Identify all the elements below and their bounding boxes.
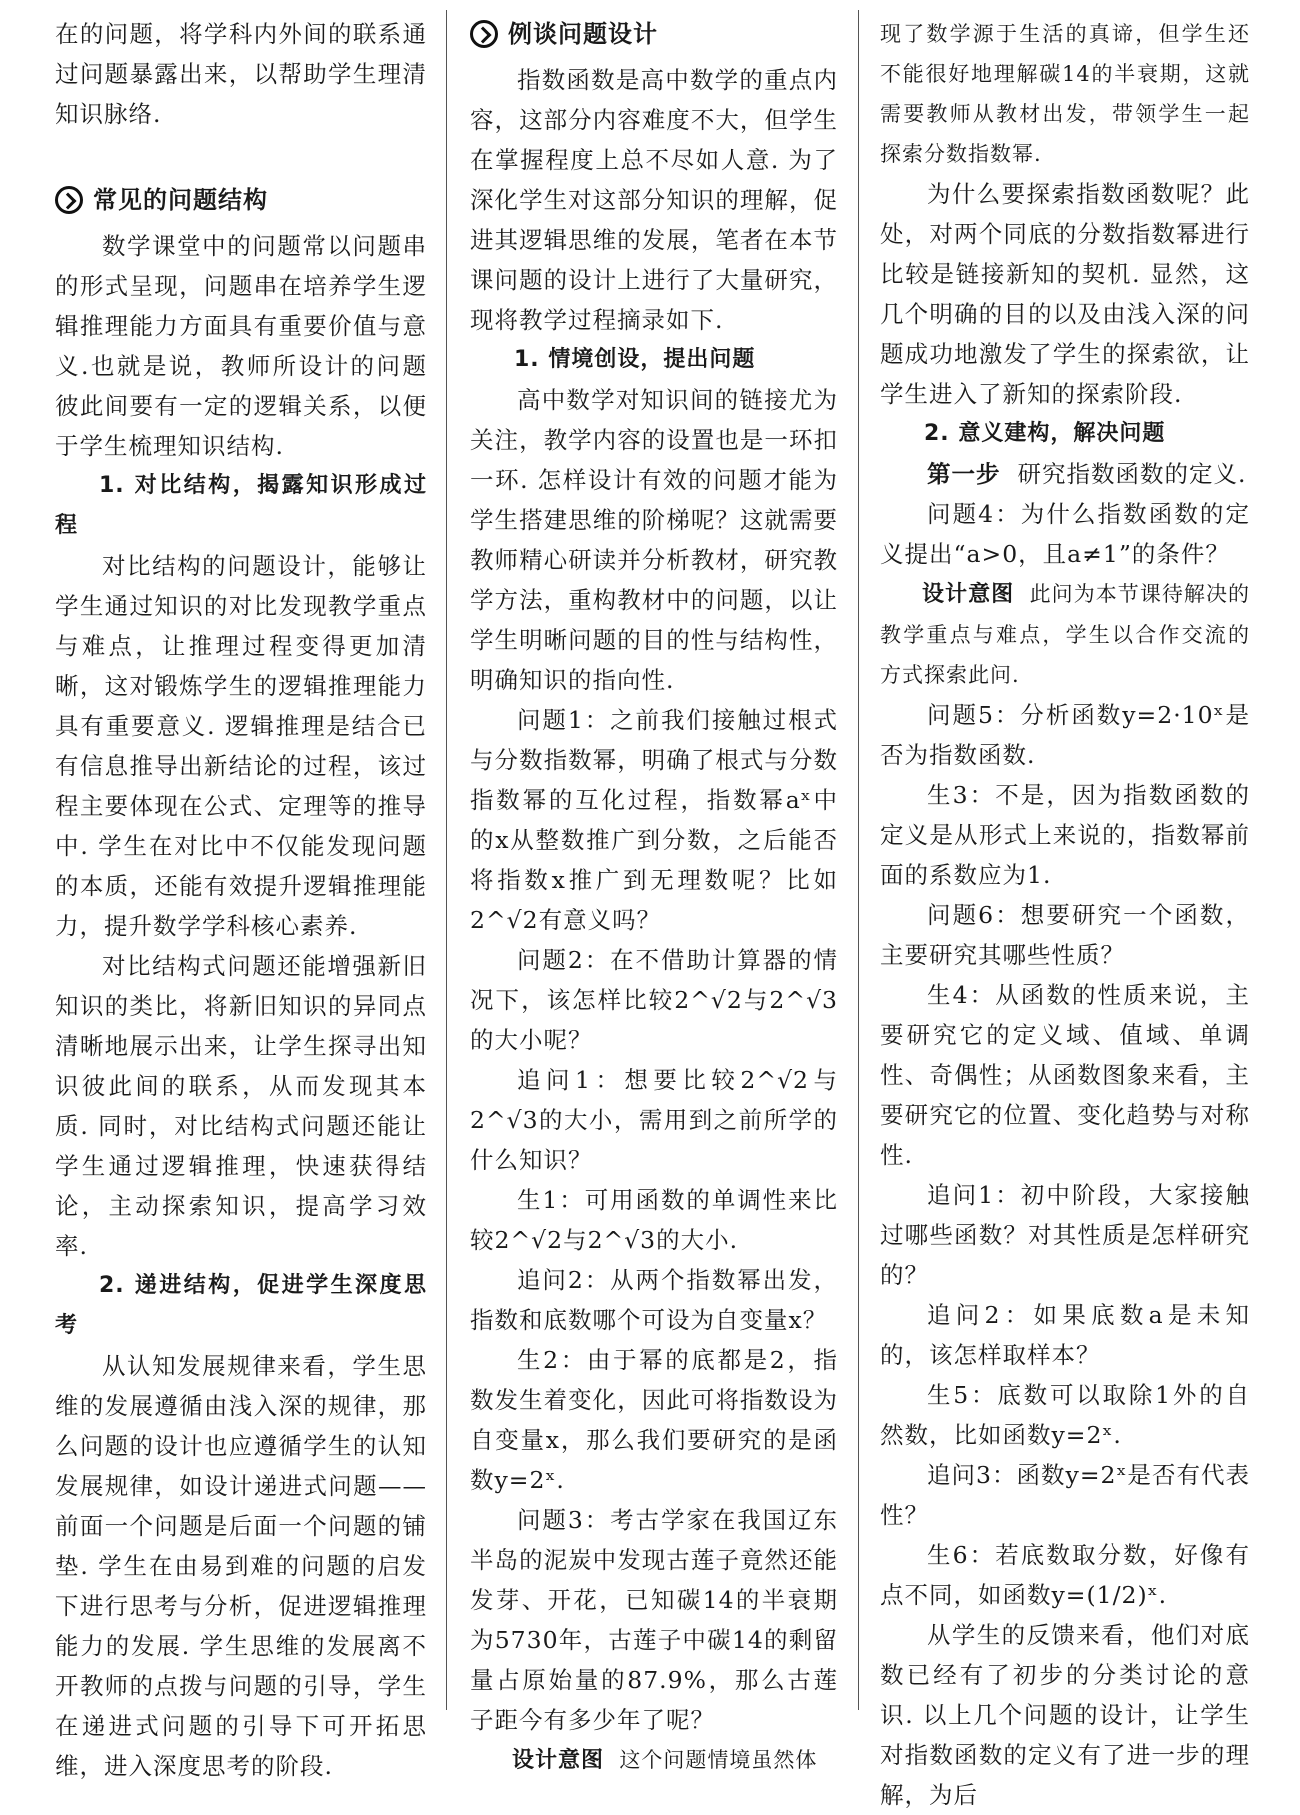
- question-1: 问题1：之前我们接触过根式与分数指数幂，明确了根式与分数指数幂的互化过程，指数幂aˣ中的x从整数推广到分数，之后能否将指数x推广到无理数呢？比如2^√2有意义吗？: [470, 706, 838, 934]
- step-label: 第一步: [927, 460, 1001, 488]
- section-heading-common-structure: [55, 180, 427, 220]
- student-3: 生3：不是，因为指数函数的定义是从形式上来说的，指数幂前面的系数应为1.: [880, 781, 1250, 889]
- student-4: 生4：从函数的性质来说，主要研究它的定义域、值域、单调性、奇偶性；从函数图象来看，主要研究它的位置、变化趋势与对称性.: [880, 981, 1250, 1169]
- section-title: 例谈问题设计: [508, 20, 658, 48]
- question-5: 问题5：分析函数y=2·10ˣ是否为指数函数.: [880, 701, 1250, 769]
- question-3: 问题3：考古学家在我国辽东半岛的泥炭中发现古莲子竟然还能发芽、开花，已知碳14的半衰期为5730年，古莲子中碳14的剩留量占原始量的87.9%，那么古莲子距今有多少年了呢？: [470, 1506, 838, 1734]
- section-arrow-icon: [470, 20, 498, 48]
- followup-2: 追问2：从两个指数幂出发，指数和底数哪个可设为自变量x？: [470, 1266, 838, 1334]
- student-6: 生6：若底数取分数，好像有点不同，如函数y=(1/2)ˣ.: [880, 1541, 1250, 1609]
- column-divider-2: [858, 10, 859, 1710]
- design-label: 设计意图: [512, 1748, 605, 1773]
- column-2: [470, 14, 838, 1773]
- paragraph: 数学课堂中的问题常以问题串的形式呈现，问题串在培养学生逻辑推理能力方面具有重要价值与意义.也就是说，教师所设计的问题彼此间要有一定的逻辑关系，以便于学生梳理知识结构.: [55, 232, 427, 460]
- paragraph: 对比结构式问题还能增强新旧知识的类比，将新旧知识的异同点清晰地展示出来，让学生探寻出知识彼此间的联系，从而发现其本质. 同时，对比结构式问题还能让学生通过逻辑推理，快速获得结论，主动探索知识，提高学习效率.: [55, 952, 427, 1260]
- design-continued: 现了数学源于生活的真谛，但学生还不能很好地理解碳14的半衰期，这就需要教师从教材出发，带领学生一起探索分数指数幂.: [880, 22, 1250, 166]
- followup-2: 追问2：如果底数a是未知的，该怎样取样本？: [880, 1301, 1250, 1369]
- intro-paragraph: 在的问题，将学科内外间的联系通过问题暴露出来，以帮助学生理清知识脉络.: [55, 20, 427, 128]
- design-intent: [470, 1740, 838, 1781]
- followup-3: 追问3：函数y=2ˣ是否有代表性？: [880, 1461, 1250, 1529]
- paragraph: 对比结构的问题设计，能够让学生通过知识的对比发现教学重点与难点，让推理过程变得更加清晰，这对锻炼学生的逻辑推理能力具有重要意义. 逻辑推理是结合已有信息推导出新结论的过程，该过程主要体现在公式、定理等的推导中. 学生在对比中不仅能发现问题的本质，还能有效提升逻辑推理能力，提升数学学科核心素养.: [55, 552, 427, 940]
- student-5: 生5：底数可以取除1外的自然数，比如函数y=2ˣ.: [880, 1381, 1250, 1449]
- design-text: 此问为本节课待解决的教学重点与难点，学生以合作交流的方式探索此问.: [880, 582, 1250, 687]
- step-1: [880, 454, 1250, 494]
- paragraph: 从学生的反馈来看，他们对底数已经有了初步的分类讨论的意识. 以上几个问题的设计，让学生对指数函数的定义有了进一步的理解，为后: [880, 1621, 1250, 1809]
- student-1: 生1：可用函数的单调性来比较2^√2与2^√3的大小.: [470, 1186, 838, 1254]
- paragraph: 为什么要探索指数函数呢？此处，对两个同底的分数指数幂进行比较是链接新知的契机. 显然，这几个明确的目的以及由浅入深的问题成功地激发了学生的探索欲，让学生进入了新知的探索阶段.: [880, 180, 1250, 408]
- paragraph: 指数函数是高中数学的重点内容，这部分内容难度不大，但学生在掌握程度上总不尽如人意. 为了深化学生对这部分知识的理解，促进其逻辑思维的发展，笔者在本节课问题的设计上进行了大量研究，现将教学过程摘录如下.: [470, 66, 838, 334]
- question-2: 问题2：在不借助计算器的情况下，该怎样比较2^√2与2^√3的大小呢？: [470, 946, 838, 1054]
- section-heading-examples: [470, 14, 838, 54]
- section-arrow-icon: [55, 186, 83, 214]
- followup-1: 追问1：想要比较2^√2与2^√3的大小，需用到之前所学的什么知识？: [470, 1066, 838, 1174]
- student-2: 生2：由于幂的底都是2，指数发生着变化，因此可将指数设为自变量x，那么我们要研究的是函数y=2ˣ.: [470, 1346, 838, 1494]
- design-intent: [880, 574, 1250, 695]
- question-6: 问题6：想要研究一个函数，主要研究其哪些性质？: [880, 901, 1250, 969]
- section-title: 常见的问题结构: [93, 186, 268, 214]
- subheading-situation: 1. 情境创设，提出问题: [514, 347, 756, 372]
- column-divider-1: [446, 10, 447, 1710]
- column-3: [880, 14, 1250, 1809]
- subheading-progressive: 2. 递进结构，促进学生深度思考: [55, 1273, 427, 1338]
- paragraph: 从认知发展规律来看，学生思维的发展遵循由浅入深的规律，那么问题的设计也应遵循学生的认知发展规律，如设计递进式问题——前面一个问题是后面一个问题的铺垫. 学生在由易到难的问题的启发下进行思考与分析，促进逻辑推理能力的发展. 学生思维的发展离不开教师的点拨与问题的引导，学生在递进式问题的引导下可开拓思维，进入深度思考的阶段.: [55, 1352, 427, 1780]
- subheading-meaning: 2. 意义建构，解决问题: [924, 421, 1166, 446]
- subheading-contrast: 1. 对比结构，揭露知识形成过程: [55, 473, 427, 538]
- design-text: 这个问题情境虽然体: [619, 1748, 818, 1772]
- design-label: 设计意图: [922, 582, 1015, 607]
- step-text: 研究指数函数的定义.: [1017, 460, 1247, 488]
- followup-1: 追问1：初中阶段，大家接触过哪些函数？对其性质是怎样研究的？: [880, 1181, 1250, 1289]
- question-4: 问题4：为什么指数函数的定义提出“a>0，且a≠1”的条件？: [880, 500, 1250, 568]
- column-1: [55, 14, 427, 1780]
- paragraph: 高中数学对知识间的链接尤为关注，教学内容的设置也是一环扣一环. 怎样设计有效的问题才能为学生搭建思维的阶梯呢？这就需要教师精心研读并分析教材，研究教学方法，重构教材中的问题，以让学生明晰问题的目的性与结构性，明确知识的指向性.: [470, 386, 838, 694]
